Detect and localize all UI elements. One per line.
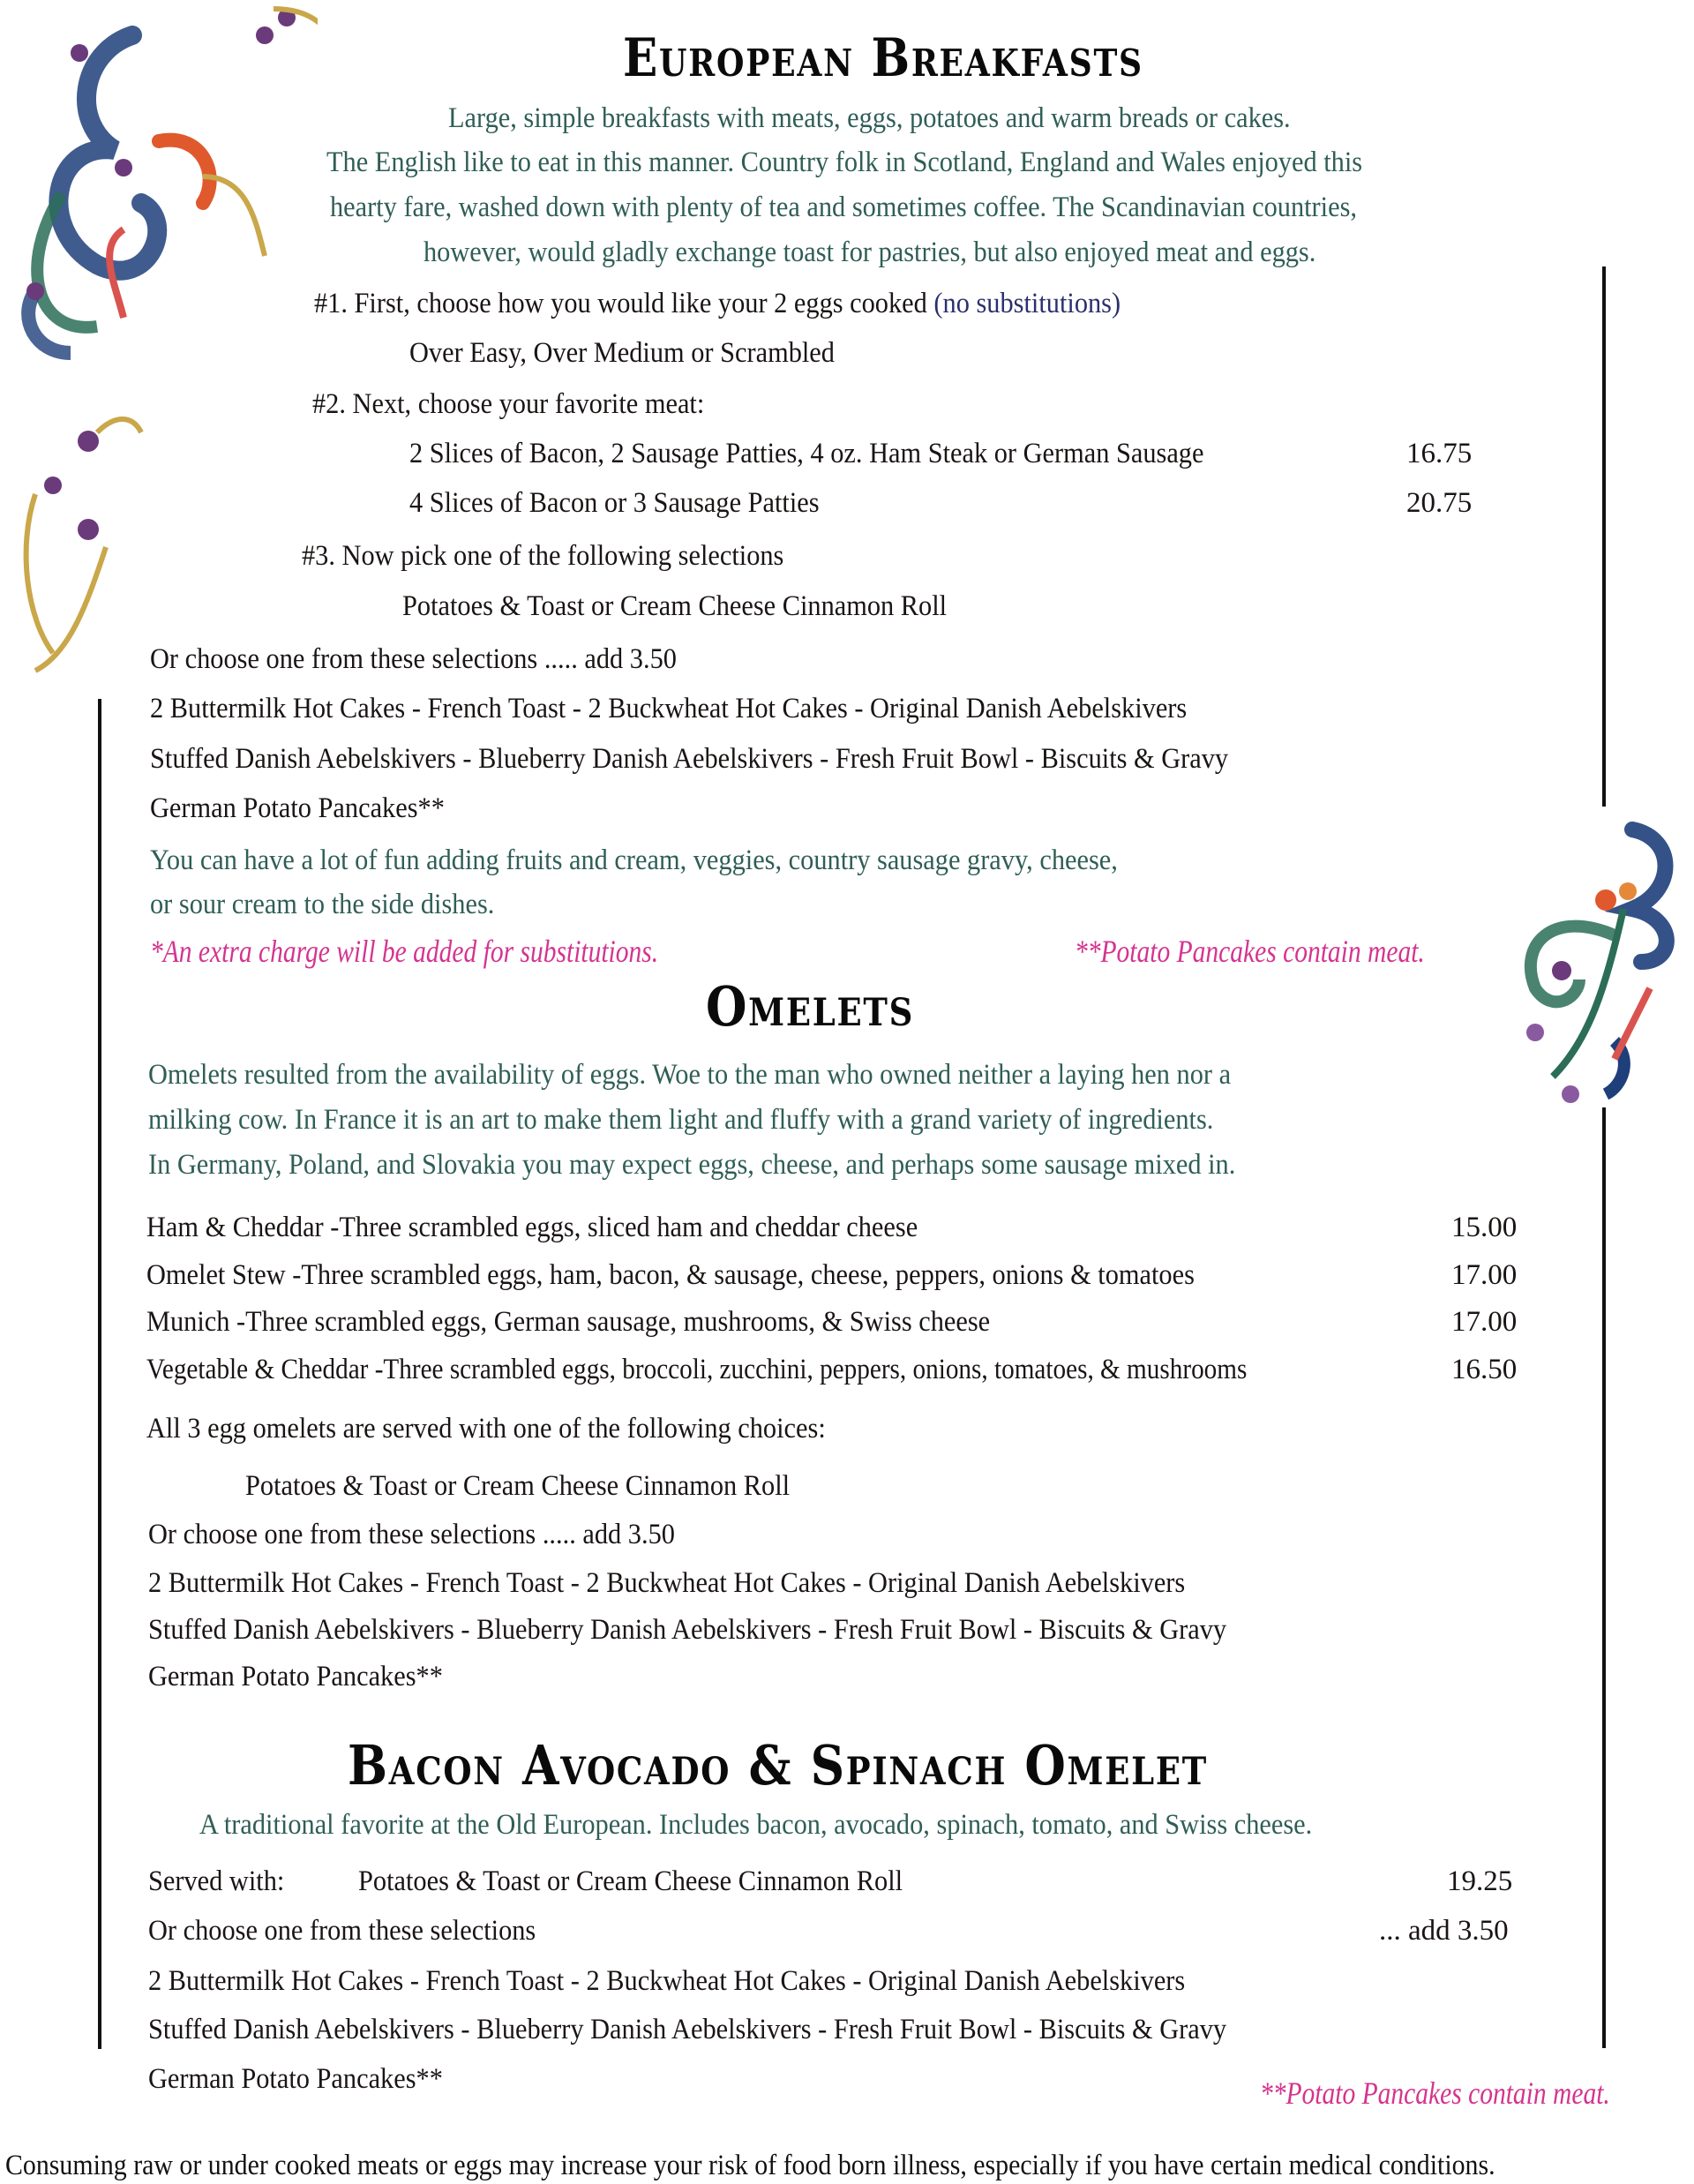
omelet-intro-line: In Germany, Poland, and Slovakia you may expect eggs, cheese, and perhaps some sausage mixed in. [148,1149,1236,1181]
omelet-item-price: 17.00 [1451,1306,1518,1338]
meat-option: 4 Slices of Bacon or 3 Sausage Patties [409,487,820,519]
step1-label [314,289,1121,319]
bacon-served-options: Potatoes & Toast or Cream Cheese Cinnamon Roll [358,1865,903,1897]
omelet-item-name: Munich [146,1306,230,1338]
alt-selection-line: Stuffed Danish Aebelskivers - Blueberry Danish Aebelskivers - Fresh Fruit Bowl - Biscuits & Gravy [150,743,1229,775]
intro-line: however, would gladly exchange toast for pastries, but also enjoyed meat and eggs. [424,236,1316,268]
alt-selection-line: 2 Buttermilk Hot Cakes - French Toast - 2 Buckwheat Hot Cakes - Original Danish Aebelskivers [148,1965,1186,1997]
meat-option-price: 16.75 [1406,438,1473,469]
intro-line: Large, simple breakfasts with meats, eggs, potatoes and warm breads or cakes. [448,102,1291,134]
omelet-item-price: 17.00 [1451,1259,1518,1291]
border-line-right-lower [1602,1107,1606,2048]
omelet-item-name: Vegetable & Cheddar [146,1354,369,1385]
step2-label: #2. Next, choose your favorite meat: [312,388,705,420]
step1-options: Over Easy, Over Medium or Scrambled [409,337,835,369]
omelet-item-name: Omelet Stew [146,1259,286,1291]
alt-selections-label: Or choose one from these selections ..... add 3.50 [148,1519,675,1550]
omelet-item-desc: -Three scrambled eggs, sliced ham and cheddar cheese [323,1212,918,1243]
meat-option-price: 20.75 [1406,487,1473,519]
bacon-served-label: Served with: [148,1865,285,1897]
potato-pancake-note: **Potato Pancakes contain meat. [1075,934,1425,969]
omelet-item-desc: -Three scrambled eggs, ham, bacon, & sausage, cheese, peppers, onions & tomatoes [285,1259,1195,1291]
omelet-intro-line: milking cow. In France it is an art to make them light and fluffy with a grand variety of ingredients. [148,1104,1214,1136]
section-title-european-breakfasts: European Breakfasts [623,27,1143,89]
intro-line: The English like to eat in this manner. Country folk in Scotland, England and Wales enjoyed this [326,146,1363,178]
floral-decoration-icon [1500,812,1694,1112]
omelet-served-label: All 3 egg omelets are served with one of the following choices: [146,1413,826,1445]
fun-note-line: or sour cream to the side dishes. [150,889,495,920]
step3-label: #3. Now pick one of the following selections [302,540,784,572]
omelet-item-name: Ham & Cheddar [146,1212,324,1243]
food-safety-disclaimer: Consuming raw or under cooked meats or eggs may increase your risk of food born illness, especially if you have certain medical conditions. [5,2150,1495,2181]
potato-pancake-note: **Potato Pancakes contain meat. [1260,2075,1610,2111]
alt-selection-line: Stuffed Danish Aebelskivers - Blueberry Danish Aebelskivers - Fresh Fruit Bowl - Biscuits & Gravy [148,1614,1227,1646]
omelet-item-desc: -Three scrambled eggs, broccoli, zucchini, peppers, onions, tomatoes, & mushrooms [368,1354,1248,1385]
section-title-omelets: Omelets [706,974,915,1039]
substitution-charge-note: *An extra charge will be added for substitutions. [150,934,659,969]
omelet-item [146,1261,1195,1290]
alt-selection-line: 2 Buttermilk Hot Cakes - French Toast - 2 Buckwheat Hot Cakes - Original Danish Aebelskivers [148,1567,1186,1599]
alt-selection-line: German Potato Pancakes** [150,792,445,824]
omelet-item-price: 15.00 [1451,1212,1518,1243]
fun-note-line: You can have a lot of fun adding fruits and cream, veggies, country sausage gravy, cheese, [150,844,1118,876]
omelet-served-options: Potatoes & Toast or Cream Cheese Cinnamon Roll [245,1470,791,1502]
bacon-omelet-description: A traditional favorite at the Old European. Includes bacon, avocado, spinach, tomato, and Swiss cheese. [199,1809,1313,1841]
alt-selection-line: German Potato Pancakes** [148,2063,443,2095]
border-line-right-upper [1602,266,1606,807]
alt-selections-label: Or choose one from these selections [148,1915,536,1947]
border-line-left [98,699,101,2049]
omelet-item-desc: -Three scrambled eggs, German sausage, mushrooms, & Swiss cheese [229,1306,991,1338]
step3-options: Potatoes & Toast or Cream Cheese Cinnamon Roll [402,590,948,622]
bacon-omelet-price: 19.25 [1447,1865,1513,1897]
alt-selections-price: ... add 3.50 [1379,1915,1509,1947]
meat-option: 2 Slices of Bacon, 2 Sausage Patties, 4 oz. Ham Steak or German Sausage [409,438,1204,469]
omelet-item [146,1213,918,1242]
step1-text: #1. First, choose how you would like your 2 eggs cooked [314,288,927,319]
intro-line: hearty fare, washed down with plenty of tea and sometimes coffee. The Scandinavian countries, [330,191,1357,223]
alt-selections-label: Or choose one from these selections ..... add 3.50 [150,643,677,675]
omelet-item [146,1355,1247,1385]
alt-selection-line: 2 Buttermilk Hot Cakes - French Toast - 2 Buckwheat Hot Cakes - Original Danish Aebelskivers [150,693,1188,724]
alt-selection-line: Stuffed Danish Aebelskivers - Blueberry Danish Aebelskivers - Fresh Fruit Bowl - Biscuits & Gravy [148,2014,1227,2045]
omelet-item-price: 16.50 [1451,1354,1518,1385]
omelet-intro-line: Omelets resulted from the availability of eggs. Woe to the man who owned neither a laying hen nor a [148,1059,1232,1091]
floral-decoration-icon [0,0,318,706]
omelet-item [146,1308,990,1337]
alt-selection-line: German Potato Pancakes** [148,1661,443,1692]
no-substitutions-note: (no substitutions) [933,288,1121,319]
section-title-bacon-avocado-spinach: Bacon Avocado & Spinach Omelet [348,1733,1208,1797]
